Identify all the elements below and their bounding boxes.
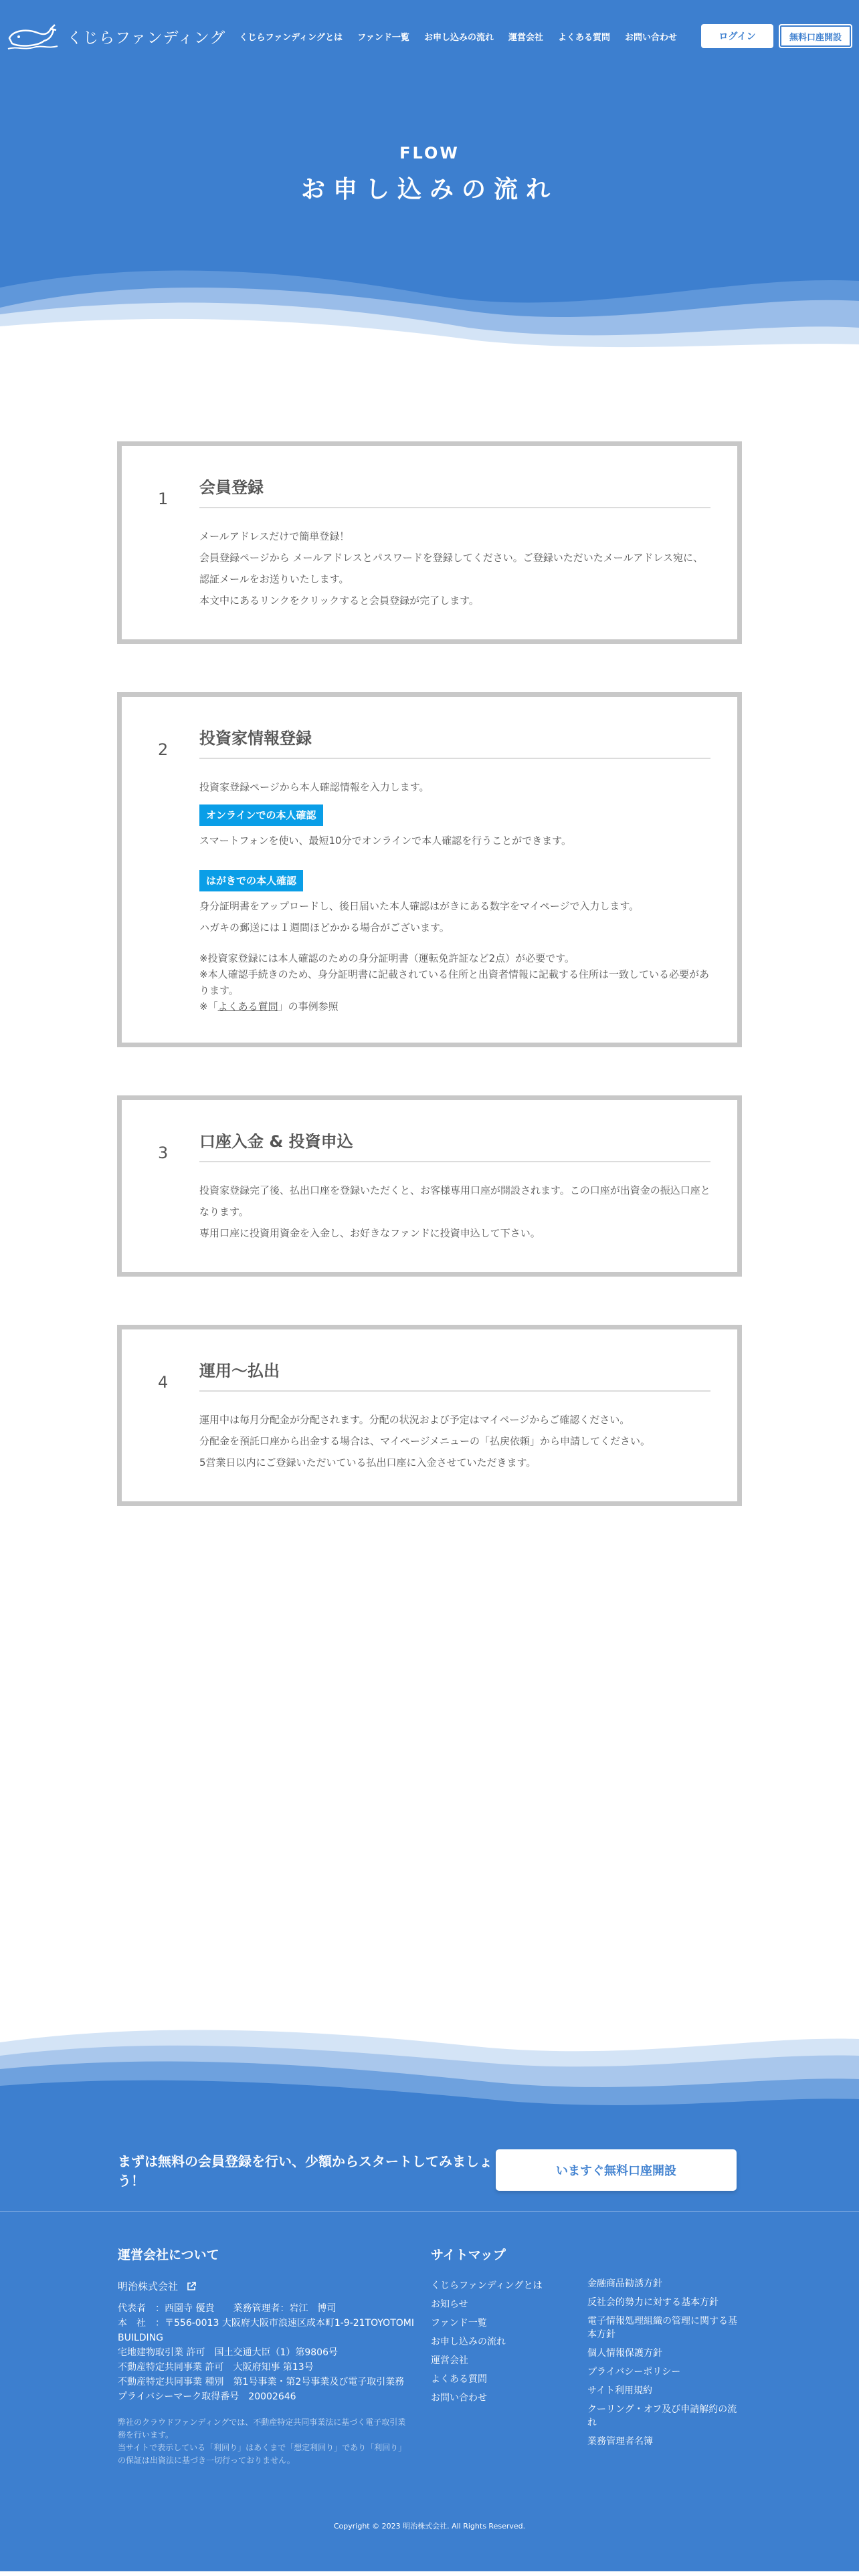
note-suffix: 」の事例参照	[278, 1000, 339, 1012]
external-link-icon	[186, 2281, 197, 2292]
step-header	[155, 725, 710, 759]
step-header	[155, 1358, 710, 1392]
sitemap-link[interactable]: 電子情報処理組織の管理に関する基本方針	[587, 2316, 737, 2340]
sitemap-link[interactable]: 反社会的勢力に対する基本方針	[587, 2297, 719, 2308]
step-text: ハガキの郵送には１週間ほどかかる場合がございます。	[199, 922, 450, 934]
menu-item-flow[interactable]: お申し込みの流れ	[423, 32, 494, 43]
company-link[interactable]	[118, 2279, 431, 2293]
step-text: スマートフォンを使い、最短10分でオンラインで本人確認を行うことができます。	[199, 835, 571, 847]
flow-steps	[0, 354, 859, 1506]
brand-home-link[interactable]	[7, 21, 233, 51]
sitemap-link[interactable]: お知らせ	[431, 2299, 468, 2310]
blank-spacer	[0, 1554, 859, 2022]
step-text: メールアドレスだけで簡単登録！	[199, 530, 350, 542]
step-title: 投資家情報登録	[199, 725, 710, 759]
cta-open-account-button[interactable]: いますぐ無料口座開設	[496, 2149, 737, 2191]
postcard-verification-tag: はがきでの本人確認	[199, 870, 303, 891]
sitemap-link[interactable]: 運営会社	[431, 2355, 468, 2366]
menu-item-contact[interactable]: お問い合わせ	[624, 32, 677, 43]
sitemap-column	[587, 2245, 741, 2467]
company-detail: 宅地建物取引業 許可 国土交通大臣（1）第9806号	[118, 2347, 338, 2358]
top-navigation	[0, 0, 859, 72]
faq-link[interactable]: よくある質問	[217, 1000, 278, 1012]
menu-item-company[interactable]: 運営会社	[508, 32, 543, 43]
company-heading: 運営会社について	[118, 2248, 219, 2262]
step-text: 身分証明書をアップロードし、後日届いた本人確認はがきにある数字をマイページで入力します。	[199, 900, 640, 912]
step-title: 運用〜払出	[199, 1358, 710, 1392]
menu-item-funds[interactable]: ファンド一覧	[357, 32, 409, 43]
sitemap-link[interactable]: よくある質問	[431, 2374, 487, 2385]
company-detail: 不動産特定共同事業 許可 大阪府知事 第13号	[118, 2362, 314, 2373]
sitemap-heading: サイトマップ	[431, 2248, 506, 2262]
sitemap-link[interactable]: お問い合わせ	[431, 2393, 487, 2403]
company-detail: 代表者 ：西園寺 優貴 業務管理者：岩江 博司	[118, 2303, 337, 2314]
step-text: 投資家登録完了後、払出口座を登録いただくと、お客様専用口座が開設されます。この口座が出資金の振込口座となります。	[199, 1184, 710, 1218]
menu-item-faq[interactable]: よくある質問	[557, 32, 610, 43]
sitemap-link[interactable]: 金融商品勧誘方針	[587, 2278, 662, 2289]
footer-section	[0, 2022, 859, 2571]
sitemap	[431, 2245, 741, 2467]
company-info	[118, 2245, 431, 2467]
note-prefix: ※「	[199, 1000, 218, 1012]
step-number: 1	[158, 490, 169, 508]
step-text: 会員登録ページから メールアドレスとパスワードを登録してください。ご登録いただいたメールアドレス宛に、認証メールをお送りいたします。	[199, 552, 703, 585]
step-header	[155, 1128, 710, 1162]
footer-wave-decoration	[0, 2022, 859, 2123]
disclaimer	[118, 2416, 412, 2467]
main-menu	[239, 30, 677, 43]
cta-banner	[0, 2123, 859, 2212]
sitemap-link[interactable]: 個人情報保護方針	[587, 2348, 662, 2359]
hero-wave-decoration	[0, 247, 859, 354]
company-detail: 本 社 ：〒556-0013 大阪府大阪市浪速区成本町1-9-21TOYOTOMI BUILDING	[118, 2318, 414, 2343]
hero-section	[0, 0, 859, 354]
company-detail: 不動産特定共同事業 種別 第1号事業・第2号事業及び電子取引業務	[118, 2377, 405, 2387]
sitemap-link[interactable]: クーリング・オフ及び申請解約の流れ	[587, 2404, 737, 2428]
whale-logo-icon	[7, 21, 59, 51]
step-title: 会員登録	[199, 474, 710, 508]
step-text: 専用口座に投資用資金を入金し、お好きなファンドに投資申込して下さい。	[199, 1227, 541, 1239]
step-number: 3	[158, 1144, 169, 1162]
step-card-3	[117, 1095, 742, 1277]
step-note: ※本人確認手続きのため、身分証明書に記載されている住所と出資者情報に記載する住所は一致している必要があります。	[199, 968, 709, 996]
step-text: 本文中にあるリンクをクリックすると会員登録が完了します。	[199, 595, 479, 607]
page-title	[0, 144, 859, 205]
step-text: 投資家登録ページから本人確認情報を入力します。	[199, 781, 430, 793]
cta-text: まずは無料の会員登録を行い、少額からスタートしてみましょう！	[118, 2153, 492, 2189]
step-header	[155, 474, 710, 508]
step-text: 5営業日以内にご登録いただいている払出口座に入金させていただきます。	[199, 1457, 537, 1469]
sitemap-link[interactable]: お申し込みの流れ	[431, 2337, 506, 2347]
step-title: 口座入金 & 投資申込	[199, 1128, 710, 1162]
header-buttons	[701, 24, 852, 48]
step-note: ※投資家登録には本人確認のための身分証明書（運転免許証など2点）が必要です。	[199, 952, 575, 964]
open-account-button[interactable]: 無料口座開設	[779, 24, 852, 48]
menu-item-about[interactable]: くじらファンディングとは	[239, 32, 343, 43]
page-title-en: FLOW	[399, 144, 460, 163]
step-body	[199, 776, 710, 1014]
step-note	[199, 998, 710, 1014]
copyright: Copyright © 2023 明治株式会社. All Rights Reserved.	[333, 2522, 526, 2531]
sitemap-link[interactable]: サイト利用規約	[587, 2385, 653, 2396]
step-body	[199, 1409, 710, 1473]
disclaimer-text: 弊社のクラウドファンディングでは、不動産特定共同事業法に基づく電子取引業務を行います。	[118, 2418, 406, 2440]
step-card-2	[117, 692, 742, 1047]
company-detail: プライバシーマーク取得番号 20002646	[118, 2391, 296, 2402]
sitemap-link[interactable]: 業務管理者名簿	[587, 2436, 653, 2447]
step-text: 分配金を預託口座から出金する場合は、マイページメニューの「払戻依頼」から申請してください。	[199, 1435, 650, 1447]
disclaimer-text: 当サイトで表示している「利回り」はあくまで「想定利回り」であり「利回り」の保証は出資法に基づき一切行っておりません。	[118, 2443, 407, 2465]
step-card-1	[117, 441, 742, 644]
sitemap-link[interactable]: ファンド一覧	[431, 2318, 487, 2329]
online-verification-tag: オンラインでの本人確認	[199, 804, 323, 826]
step-text: 運用中は毎月分配金が分配されます。分配の状況および予定はマイページからご確認ください。	[199, 1414, 630, 1426]
company-name: 明治株式会社	[118, 2280, 179, 2292]
sitemap-link[interactable]: くじらファンディングとは	[431, 2280, 543, 2291]
step-body	[199, 526, 710, 611]
step-card-4	[117, 1325, 742, 1506]
footer	[0, 2212, 859, 2494]
sitemap-link[interactable]: プライバシーポリシー	[587, 2367, 681, 2377]
page-title-ja: お申し込みの流れ	[300, 176, 558, 203]
step-body	[199, 1180, 710, 1244]
login-button[interactable]: ログイン	[701, 24, 773, 48]
sitemap-column	[431, 2245, 587, 2467]
step-number: 4	[158, 1373, 169, 1392]
brand-name: くじらファンディング	[67, 29, 226, 47]
step-number: 2	[158, 740, 169, 759]
